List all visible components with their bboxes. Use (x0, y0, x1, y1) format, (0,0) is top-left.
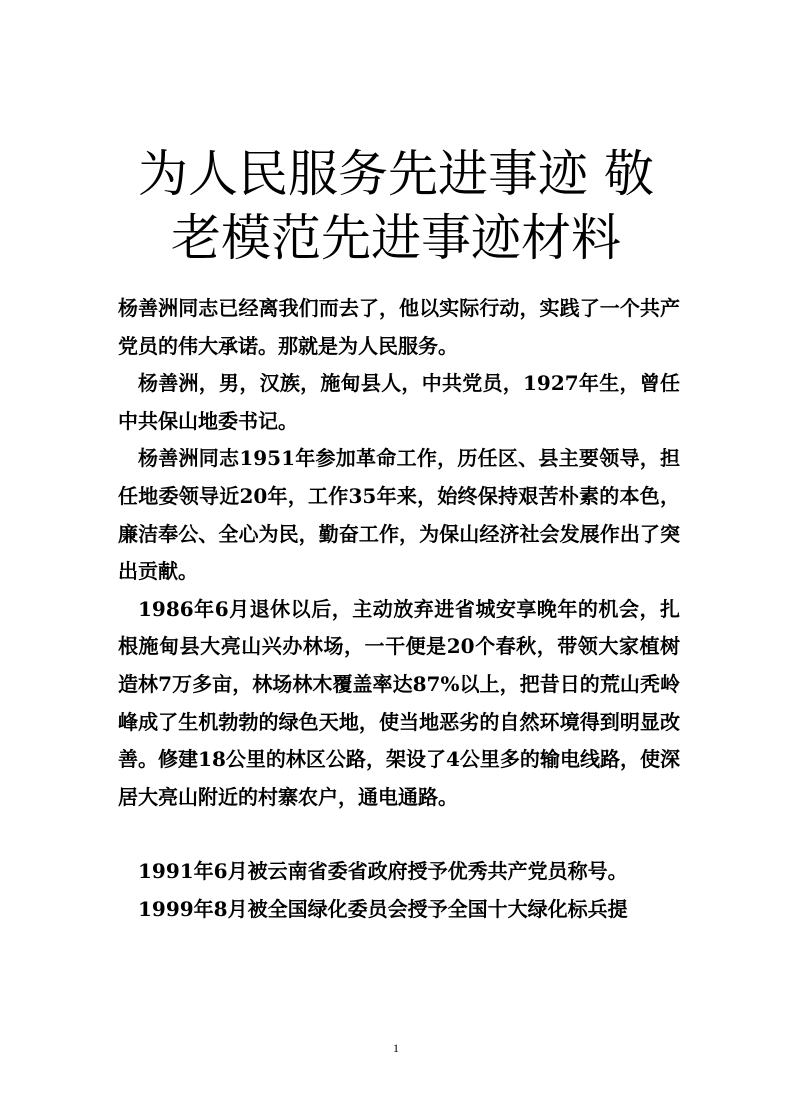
paragraph-award-1999: 1999年8月被全国绿化委员会授予全国十大绿化标兵提 (138, 896, 628, 921)
title-line-1: 为人民服务先进事迹 敬 (138, 145, 654, 203)
paragraph-award-1991: 1991年6月被云南省委省政府授予优秀共产党员称号。 (138, 859, 628, 884)
title-line-2: 老模范先进事迹材料 (171, 209, 621, 267)
paragraph-profile: 杨善洲，男，汉族，施甸县人，中共党员，1927年生，曾任中共保山地委书记。 (118, 371, 680, 433)
paragraph-career: 杨善洲同志1951年参加革命工作，历任区、县主要领导，担任地委领导近20年，工作35年来，始终保持艰苦朴素的本色，廉洁奉公、全心为民，勤奋工作，为保山经济社会发展作出了突出贡献。 (118, 446, 680, 584)
page-number: 1 (393, 1041, 399, 1055)
document-title (60, 142, 732, 270)
paragraph-intro: 杨善洲同志已经离我们而去了，他以实际行动，实践了一个共产党员的伟大承诺。那就是为人民服务。 (118, 296, 680, 358)
paragraph-retirement: 1986年6月退休以后，主动放弃进省城安享晚年的机会，扎根施甸县大亮山兴办林场，一干便是20个春秋，带领大家植树造林7万多亩，林场林木覆盖率达87%以上，把昔日的荒山秃岭峰成了生机勃勃的绿色天地，使当地恶劣的自然环境得到明显改善。修建18公里的林区公路，架设了4公里多的输电线路，使深居大亮山附近的村寨农户，通电通路。 (118, 596, 680, 809)
document-body (118, 290, 680, 929)
